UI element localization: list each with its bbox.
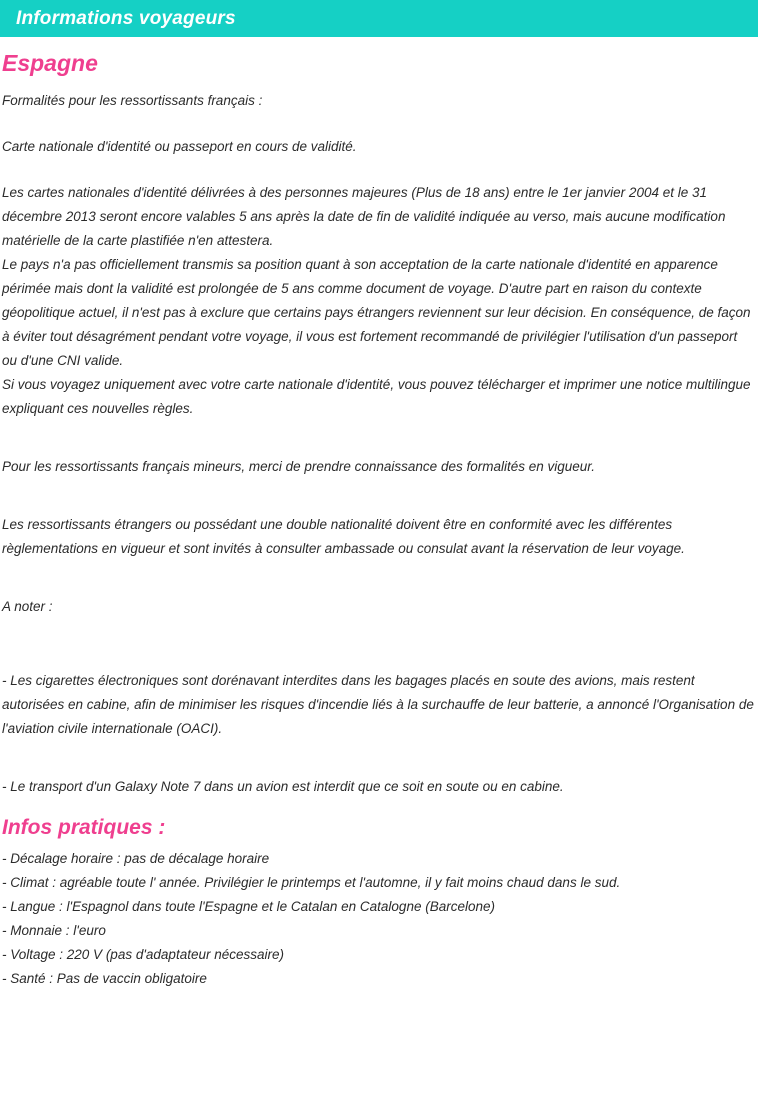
document-body [0,49,758,991]
list-item: - Climat : agréable toute l' année. Privilégier le printemps et l'automne, il y fait moins chaud dans le sud. [2,875,621,890]
list-item: - Décalage horaire : pas de décalage horaire [2,851,270,866]
page-header [0,0,758,37]
spacer [2,619,756,669]
spacer [2,159,756,181]
note-label: A noter : [2,599,53,614]
list-item: - Voltage : 220 V (pas d'adaptateur nécessaire) [2,947,284,962]
note-electronic-cigarettes: - Les cigarettes électroniques sont dorénavant interdites dans les bagages placés en soute des avions, mais restent autorisées en cabine, afin de minimiser les risques d'incendie liés à la surchauffe de leur batterie, a annoncé l'Organisation de l'aviation civile internationale (OACI). [2,673,754,736]
paragraph-country-position: Le pays n'a pas officiellement transmis sa position quant à son acceptation de la carte nationale d'identité en apparence périmée mais dont la validité est prolongée de 5 ans comme document de voyage. D'autre part en raison du contexte géopolitique actuel, il n'est pas à exclure que certains pays étrangers reviennent sur leur décision. En conséquence, de façon à éviter tout désagrément pendant votre voyage, il vous est fortement recommandé de privilégier l'utilisation d'un passeport ou d'une CNI valide. [2,257,751,368]
formalities-intro: Formalités pour les ressortissants français : [2,93,263,108]
spacer [2,561,756,595]
note-galaxy-note-7: - Le transport d'un Galaxy Note 7 dans un avion est interdit que ce soit en soute ou en cabine. [2,779,564,794]
paragraph-multilingual-notice: Si vous voyagez uniquement avec votre carte nationale d'identité, vous pouvez télécharger et imprimer une notice multilingue expliquant ces nouvelles règles. [2,377,751,416]
paragraph-card-validity: Les cartes nationales d'identité délivrées à des personnes majeures (Plus de 18 ans) entre le 1er janvier 2004 et le 31 décembre 2013 seront encore valables 5 ans après la date de fin de validité indiquée au verso, mais aucune modification matérielle de la carte plastifiée n'en attestera. [2,185,726,248]
page-title: Informations voyageurs [16,7,236,29]
paragraph-foreign-nationals: Les ressortissants étrangers ou possédant une double nationalité doivent être en conformité avec les différentes règlementations en vigueur et sont invités à consulter ambassade ou consulat avant la réservation de leur voyage. [2,517,685,556]
spacer [2,741,756,775]
spacer [2,479,756,513]
list-item: - Langue : l'Espagnol dans toute l'Espagne et le Catalan en Catalogne (Barcelone) [2,899,495,914]
country-title: Espagne [2,50,98,76]
id-requirement: Carte nationale d'identité ou passeport en cours de validité. [2,139,357,154]
spacer [2,113,756,135]
list-item: - Santé : Pas de vaccin obligatoire [2,971,207,986]
paragraph-minors: Pour les ressortissants français mineurs, merci de prendre connaissance des formalités en vigueur. [2,459,596,474]
spacer [2,77,756,89]
list-item: - Monnaie : l'euro [2,923,106,938]
practical-info-list [2,847,756,991]
spacer [2,421,756,455]
practical-info-title: Infos pratiques : [2,816,166,839]
